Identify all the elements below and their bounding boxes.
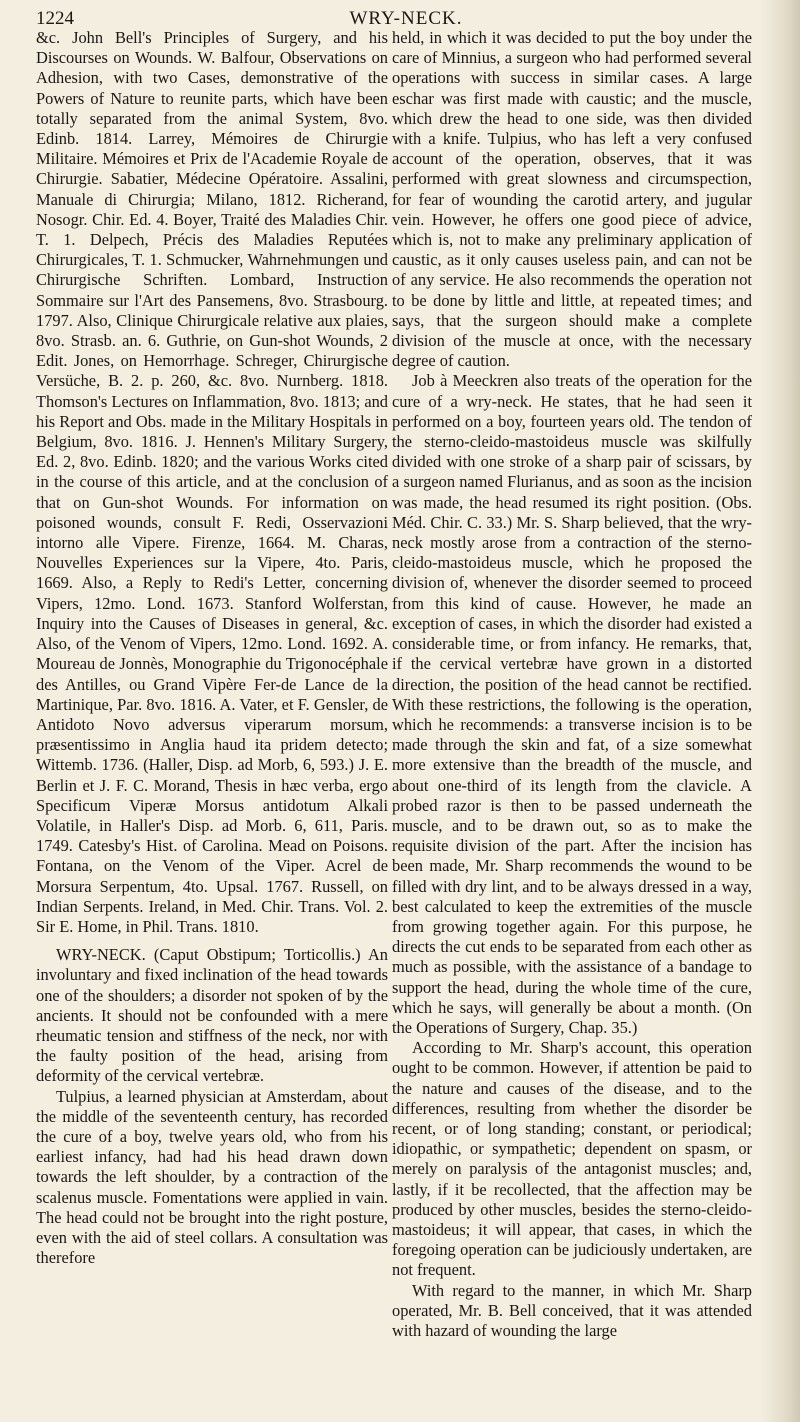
running-head: WRY-NECK. [349, 8, 463, 29]
meeckren-sharp-paragraph: Job à Meeckren also treats of the operation for the cure of a wry-neck. He states, that he had seen it performed on a boy, fourteen years old. The tendon of the sterno-cleido-mastoideus muscle was skilfully divided with one stroke of a sharp pair of scissars, by a surgeon named Flurianus, and as soon as the incision was made, the head resumed its right position. (Obs. Méd. Chir. C. 33.) Mr. S. Sharp believed, that the wry-neck mostly arose from a contraction of the sterno-cleido-mastoideus muscle, which he proposed the division of, whenever the disorder seemed to proceed from this kind of cause. However, he made an exception of cases, in which the disorder had existed a considerable time, or from infancy. He remarks, that, if the cervical vertebræ have grown in a distorted direction, the position of the head cannot be rectified. With these restrictions, the following is the operation, which he recommends: a transverse incision is to be made through the skin and fat, of a size somewhat more extensive than the breadth of the muscle, and about one-third of its length from the clavicle. A probed razor is then to be passed underneath the muscle, and to be drawn out, so as to make the requisite division of the part. After the incision has been made, Mr. Sharp recommends the wound to be filled with dry lint, and to be always dressed in a way, best calculated to keep the extremities of the muscle from growing together again. For this purpose, he directs the cut ends to be separated from each other as much as possible, with the assistance of a bandage to support the head, during the whole time of the cure, which he says, will generally be about a month. (On the Operations of Surgery, Chap. 35.) [392, 371, 752, 1037]
right-column [392, 28, 752, 1341]
bell-paragraph: With regard to the manner, in which Mr. Sharp operated, Mr. B. Bell conceived, that it was attended with hazard of wounding the large [392, 1280, 752, 1340]
bibliography-paragraph: &c. John Bell's Principles of Surgery, and his Discourses on Wounds. W. Balfour, Observations on Adhesion, with two Cases, demonstrative of the Powers of Nature to reunite parts, which have been totally separated from the animal System, 8vo. Edinb. 1814. Larrey, Mémoires de Chirurgie Militaire. Mémoires et Prix de l'Academie Royale de Chirurgie. Sabatier, Médecine Opératoire. Assalini, Manuale di Chirurgia; Milano, 1812. Richerand, Nosogr. Chir. Ed. 4. Boyer, Traité des Maladies Chir. T. 1. Delpech, Précis des Maladies Reputées Chirurgicales, T. 1. Schmucker, Wahrnehmungen und Chirurgische Schriften. Lombard, Instruction Sommaire sur l'Art des Pansemens, 8vo. Strasbourg. 1797. Also, Clinique Chirurgicale relative aux plaies, 8vo. Strasb. an. 6. Guthrie, on Gun-shot Wounds, 2 Edit. Jones, on Hemorrhage. Schreger, Chirurgische Versüche, B. 2. p. 260, &c. 8vo. Nurnberg. 1818. Thomson's Lectures on Inflammation, 8vo. 1813; and his Report and Obs. made in the Military Hospitals in Belgium, 8vo. 1816. J. Hennen's Military Surgery, Ed. 2, 8vo. Edinb. 1820; and the various Works cited in the course of this article, and at the conclusion of that on Gun-shot Wounds. For information on poisoned wounds, consult F. Redi, Osservazioni intorno alle Vipere. Firenze, 1664. M. Charas, Nouvelles Experiences sur la Vipere, 4to. Paris, 1669. Also, a Reply to Redi's Letter, concerning Vipers, 12mo. Lond. 1673. Stanford Wolferstan, Inquiry into the Causes of Diseases in general, &c. Also, of the Venom of Vipers, 12mo. Lond. 1692. A. Moureau de Jonnès, Monographie du Trigonocéphale des Antilles, ou Grand Vipère Fer-de Lance de la Martinique, Par. 8vo. 1816. A. Vater, et F. Gensler, de Antidoto Novo adversus viperarum morsum, præsentissimo in Anglia haud ita pridem detecto; Wittemb. 1736. (Haller, Disp. ad Morb, 6, 593.) J. E. Berlin et J. F. C. Morand, Thesis in hæc verba, ergo Specificum Viperæ Morsus antidotum Alkali Volatile, in Haller's Disp. ad Morb. 6, 611, Paris. 1749. Catesby's Hist. of Carolina. Mead on Poisons. Fontana, on the Venom of the Viper. Acrel de Morsura Serpentum, 4to. Upsal. 1767. Russell, on Indian Serpents. Ireland, in Med. Chir. Trans. Vol. 2. Sir E. Home, in Phil. Trans. 1810. [36, 28, 388, 936]
tulpius-paragraph: Tulpius, a learned physician at Amsterdam, about the middle of the seventeenth century, has recorded the cure of a boy, twelve years old, who from his earliest infancy, had had his head drawn down towards the left shoulder, by a contraction of the scalenus muscle. Fomentations were applied in vain. The head could not be brought into the right posture, even with the aid of steel collars. A consultation was therefore [36, 1086, 388, 1268]
left-column [36, 28, 388, 1268]
page-number: 1224 [36, 8, 74, 29]
operation-continuation-paragraph: held, in which it was decided to put the boy under the care of Minnius, a surgeon who had performed several operations with success in similar cases. A large eschar was first made with caustic; and the muscle, which drew the head to one side, was then divided with a knife. Tulpius, who has left a very confused account of the operation, observes, that it was performed with great slowness and circumspection, for fear of wounding the carotid artery, and jugular vein. However, he offers one good piece of advice, which is, not to make any preliminary application of caustic, as it only causes useless pain, and can not be of any service. He also recommends the operation not to be done by little and little, at repeated times; and says, that the surgeon should make a complete division of the muscle at once, with the necessary degree of caution. [392, 28, 752, 371]
wry-neck-definition-paragraph: WRY-NECK. (Caput Obstipum; Torticollis.) An involuntary and fixed inclination of the head towards one of the shoulders; a disorder not spoken of by the ancients. It should not be confounded with a mere rheumatic tension and stiffness of the neck, nor with the faulty position of the head, arising from deformity of the cervical vertebræ. [36, 945, 388, 1086]
sharp-account-paragraph: According to Mr. Sharp's account, this operation ought to be common. However, if attention be paid to the nature and causes of the disease, and to the differences, resulting from whether the disorder be recent, or of long standing; constant, or periodical; idiopathic, or sympathetic; dependent on spasm, or merely on paralysis of the antagonist muscles; and, lastly, if it be recollected, that the affection may be produced by other muscles, besides the sterno-cleido-mastoideus; it will appear, that cases, in which the foregoing operation can be judiciously undertaken, are not frequent. [392, 1038, 752, 1280]
page-edge-shadow [760, 0, 800, 1422]
